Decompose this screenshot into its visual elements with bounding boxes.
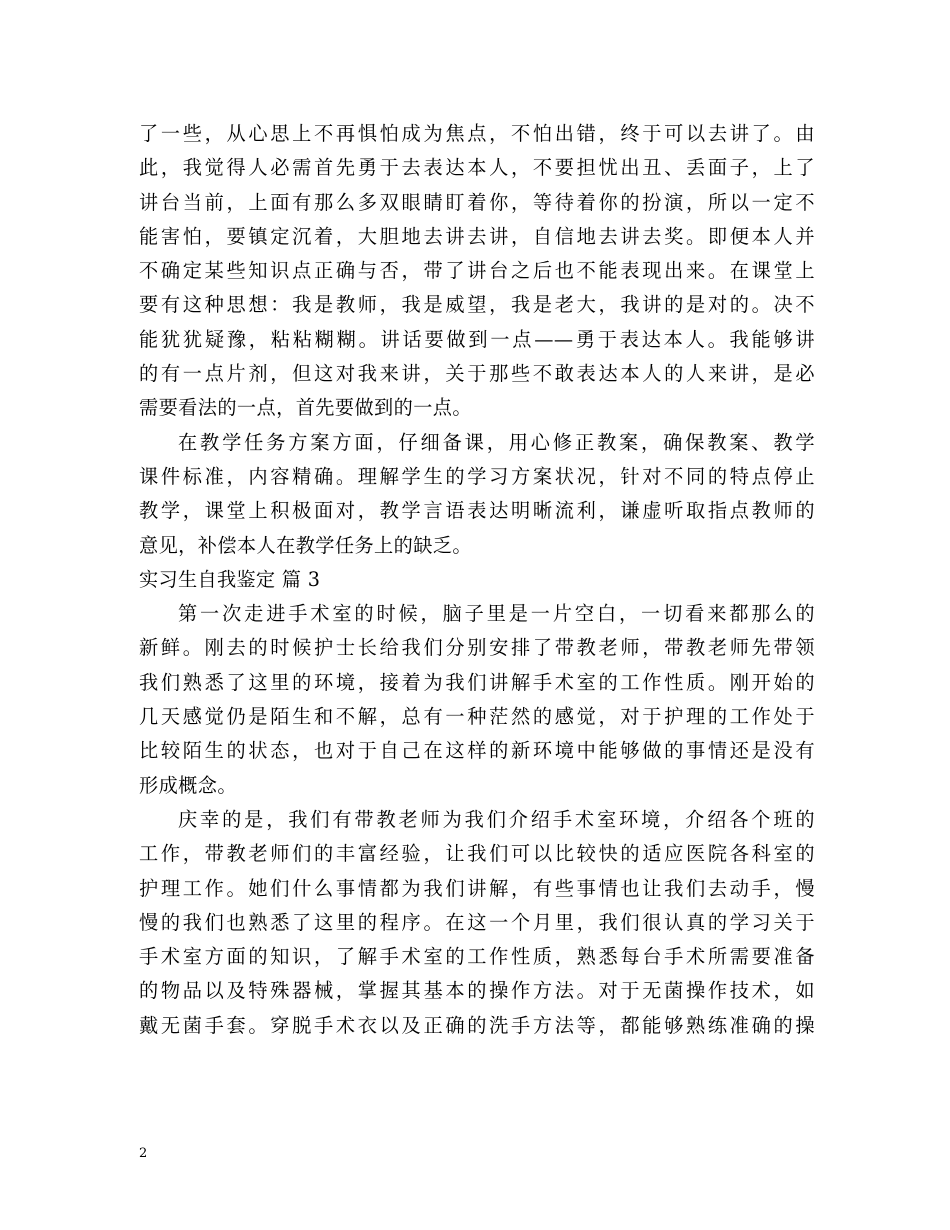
text-line: 讲台当前，上面有那么多双眼睛盯着你，等待着你的扮演，所以一定不 (139, 190, 815, 214)
text-line: 要有这种思想：我是教师，我是威望，我是老大，我讲的是对的。决不 (139, 293, 815, 317)
paragraph-first-line: 第一次走进手术室的时候，脑子里是一片空白，一切看来都那么的 (178, 602, 815, 626)
text-line: 能犹犹疑豫，粘粘糊糊。讲话要做到一点——勇于表达本人。我能够讲 (139, 327, 815, 351)
text-line: 新鲜。刚去的时候护士长给我们分别安排了带教老师，带教老师先带领 (139, 636, 815, 660)
paragraph-first-line: 在教学任务方案方面，仔细备课，用心修正教案，确保教案、教学 (178, 430, 815, 454)
text-line: 意见，补偿本人在教学任务上的缺乏。 (139, 533, 472, 557)
text-line: 能害怕，要镇定沉着，大胆地去讲去讲，自信地去讲去奖。即便本人并 (139, 224, 815, 248)
text-line: 护理工作。她们什么事情都为我们讲解，有些事情也让我们去动手，慢 (139, 876, 815, 900)
text-line: 手术室方面的知识，了解手术室的工作性质，熟悉每台手术所需要准备 (139, 945, 815, 969)
text-line: 戴无菌手套。穿脱手术衣以及正确的洗手方法等，都能够熟练准确的操 (139, 1013, 815, 1037)
document-body (139, 117, 815, 1043)
text-line: 比较陌生的状态，也对于自己在这样的新环境中能够做的事情还是没有 (139, 739, 815, 763)
text-line: 课件标准，内容精确。理解学生的学习方案状况，针对不同的特点停止 (139, 464, 815, 488)
text-line: 慢的我们也熟悉了这里的程序。在这一个月里，我们很认真的学习关于 (139, 910, 815, 934)
text-line: 我们熟悉了这里的环境，接着为我们讲解手术室的工作性质。刚开始的 (139, 670, 815, 694)
text-line: 的物品以及特殊器械，掌握其基本的操作方法。对于无菌操作技术，如 (139, 979, 815, 1003)
text-line: 教学，课堂上积极面对，教学言语表达明晰流利，谦虚听取指点教师的 (139, 499, 815, 523)
section-heading: 实习生自我鉴定 篇 3 (139, 567, 321, 591)
paragraph-first-line: 庆幸的是，我们有带教老师为我们介绍手术室环境，介绍各个班的 (178, 807, 815, 831)
page-number: 2 (139, 1146, 148, 1161)
text-line: 需要看法的一点，首先要做到的一点。 (139, 396, 472, 420)
text-line: 不确定某些知识点正确与否，带了讲台之后也不能表现出来。在课堂上 (139, 259, 815, 283)
text-line: 的有一点片剂，但这对我来讲，关于那些不敢表达本人的人来讲，是必 (139, 362, 815, 386)
text-line: 工作，带教老师们的丰富经验，让我们可以比较快的适应医院各科室的 (139, 842, 815, 866)
text-line: 形成概念。 (139, 773, 237, 797)
text-line: 此，我觉得人必需首先勇于去表达本人，不要担忧出丑、丢面子，上了 (139, 156, 815, 180)
text-line: 了一些，从心思上不再惧怕成为焦点，不怕出错，终于可以去讲了。由 (139, 122, 815, 145)
text-line: 几天感觉仍是陌生和不解，总有一种茫然的感觉，对于护理的工作处于 (139, 705, 815, 729)
